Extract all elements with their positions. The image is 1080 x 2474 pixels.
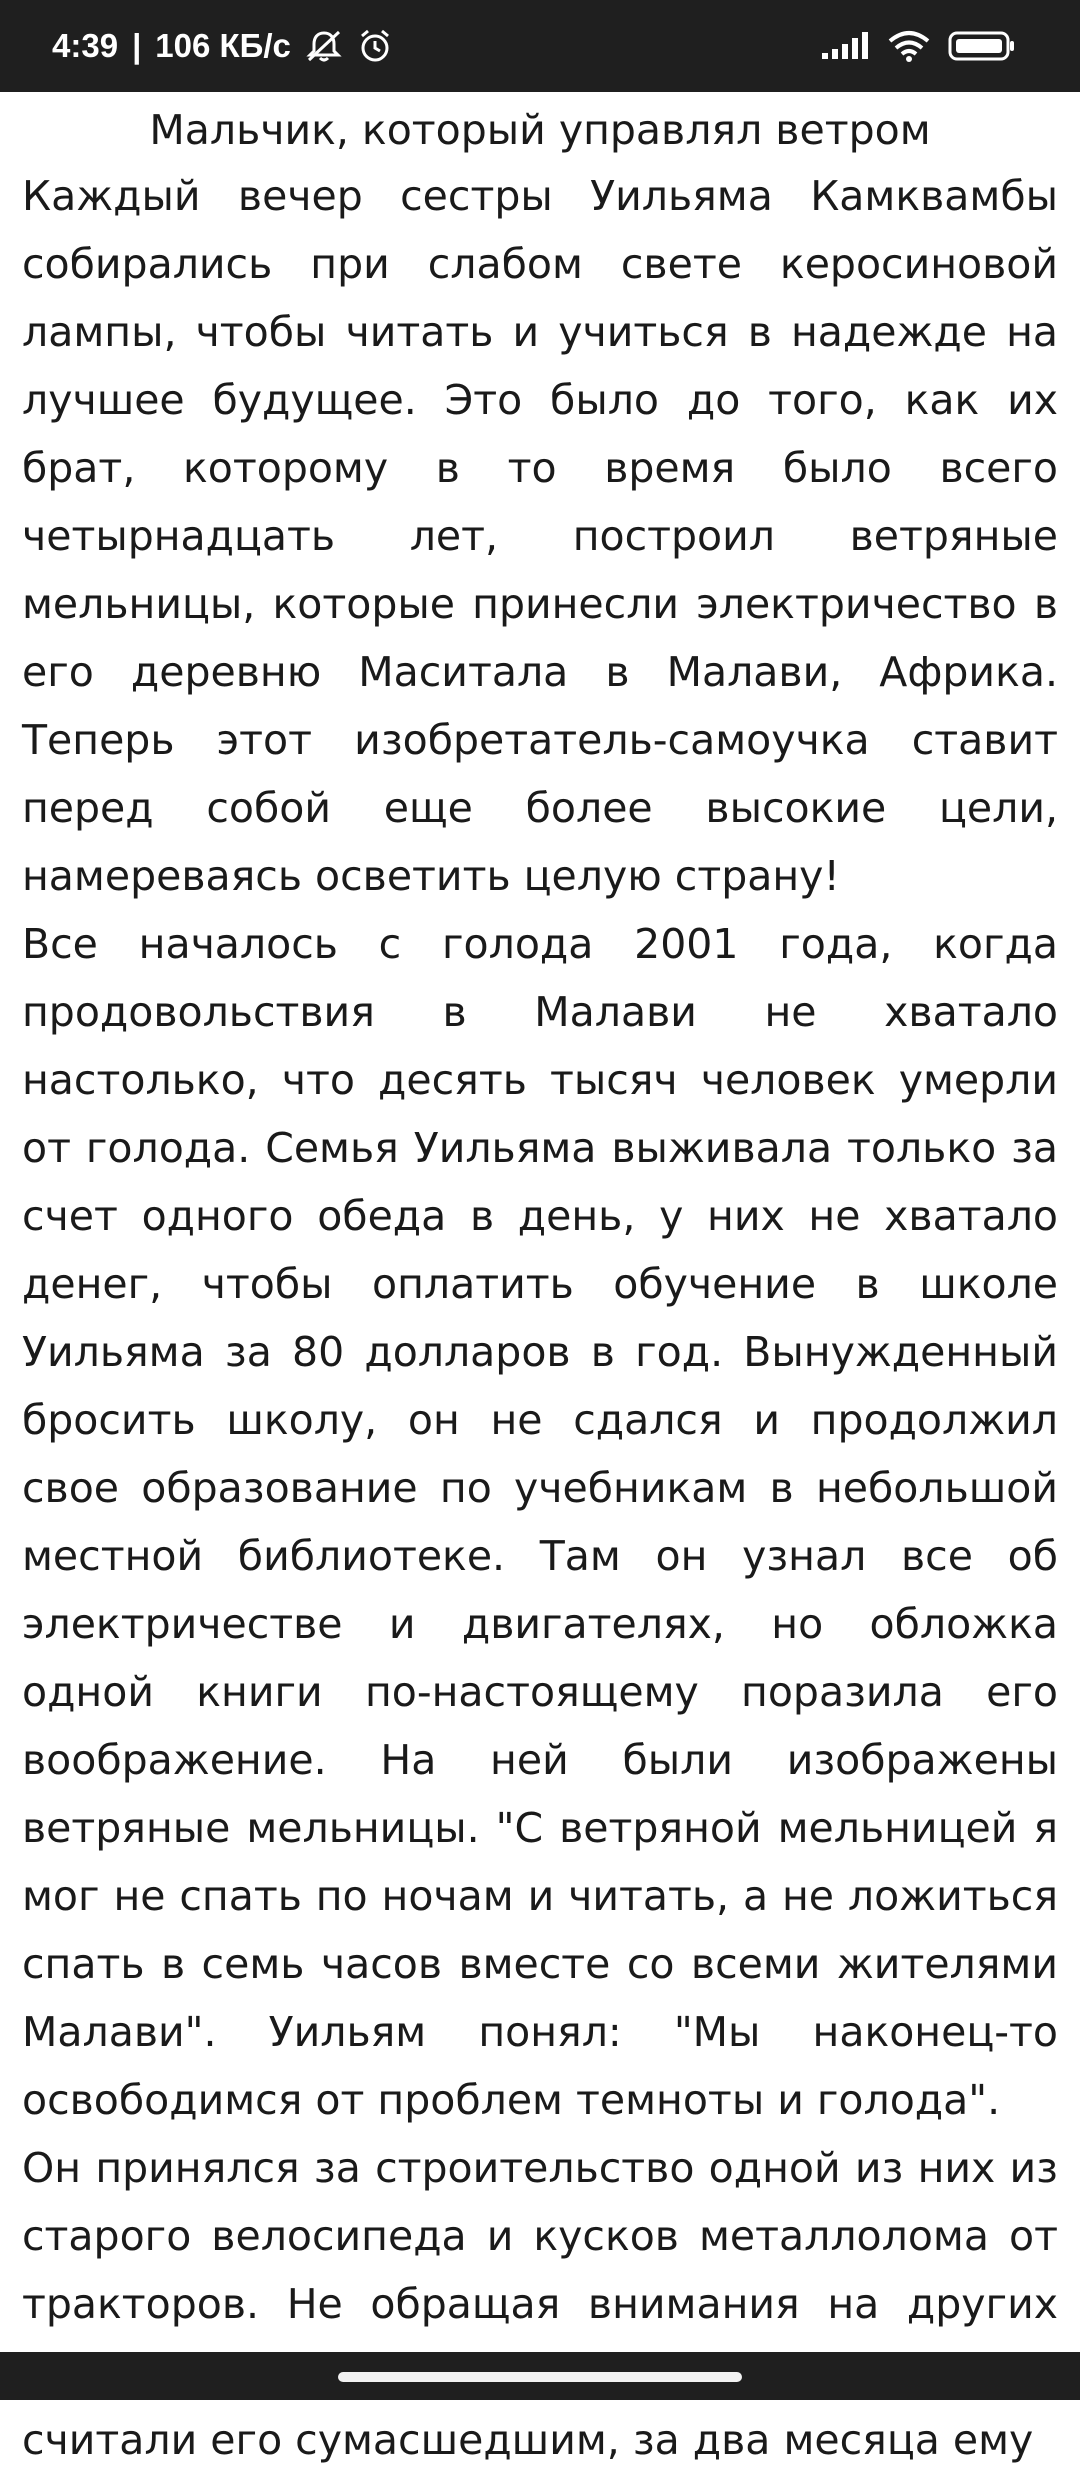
clock: 4:39 [52,27,119,64]
signal-bars-icon [820,31,870,61]
reader-content[interactable] [0,92,1080,2464]
wifi-icon [888,30,930,62]
status-bar [0,0,1080,92]
muted-bell-icon [305,29,343,63]
status-separator: | [132,27,142,64]
paragraph-2: Все началось с голода 2001 года, когда продовольствия в Малави не хватало настолько, что десять тысяч человек умерли от голода. Семья Уильяма выживала только за счет одного обеда в день, у них не хватало денег, чтобы оплатить обучение в школе Уильяма за 80 долларов в год. Вынужденный бросить школу, он не сдался и продолжил свое образование по учебникам в небольшой местной библиотеке. Там он узнал все об электричестве и двигателях, но обложка одной книги по-настоящему поразила его воображение. На ней были изображены ветряные мельницы. "С ветряной мельницей я мог не спать по ночам и читать, а не ложиться спать в семь часов вместе со всеми жителями Малави". Уильям понял: "Мы наконец-то освободимся от проблем темноты и голода". [22,920,1058,2124]
status-right [820,0,1016,92]
book-title: Мальчик, который управлял ветром [149,106,931,154]
alarm-clock-icon [357,28,393,64]
paragraph-1: Каждый вечер сестры Уильяма Камквамбы собирались при слабом свете керосиновой лампы, чтобы читать и учиться в надежде на лучшее будущее. Это было до того, как их брат, которому в то время было всего четырнадцать лет, построил ветряные мельницы, которые принесли электричество в его деревню Маситала в Малави, Африка. Теперь этот изобретатель-самоучка ставит перед собой еще более высокие цели, намереваясь осветить целую страну! [22,172,1058,900]
battery-icon [948,30,1016,62]
navigation-bar [0,2352,1080,2400]
paragraph-3: Он принялся за строительство одной из них из старого велосипеда и кусков металлолома от тракторов. Не обращая внимания на других считали его сумасшедшим, за два месяца ему [22,2144,1058,2464]
network-speed: 106 КБ/с [155,27,291,64]
status-left [52,0,393,92]
home-indicator[interactable] [338,2372,742,2382]
